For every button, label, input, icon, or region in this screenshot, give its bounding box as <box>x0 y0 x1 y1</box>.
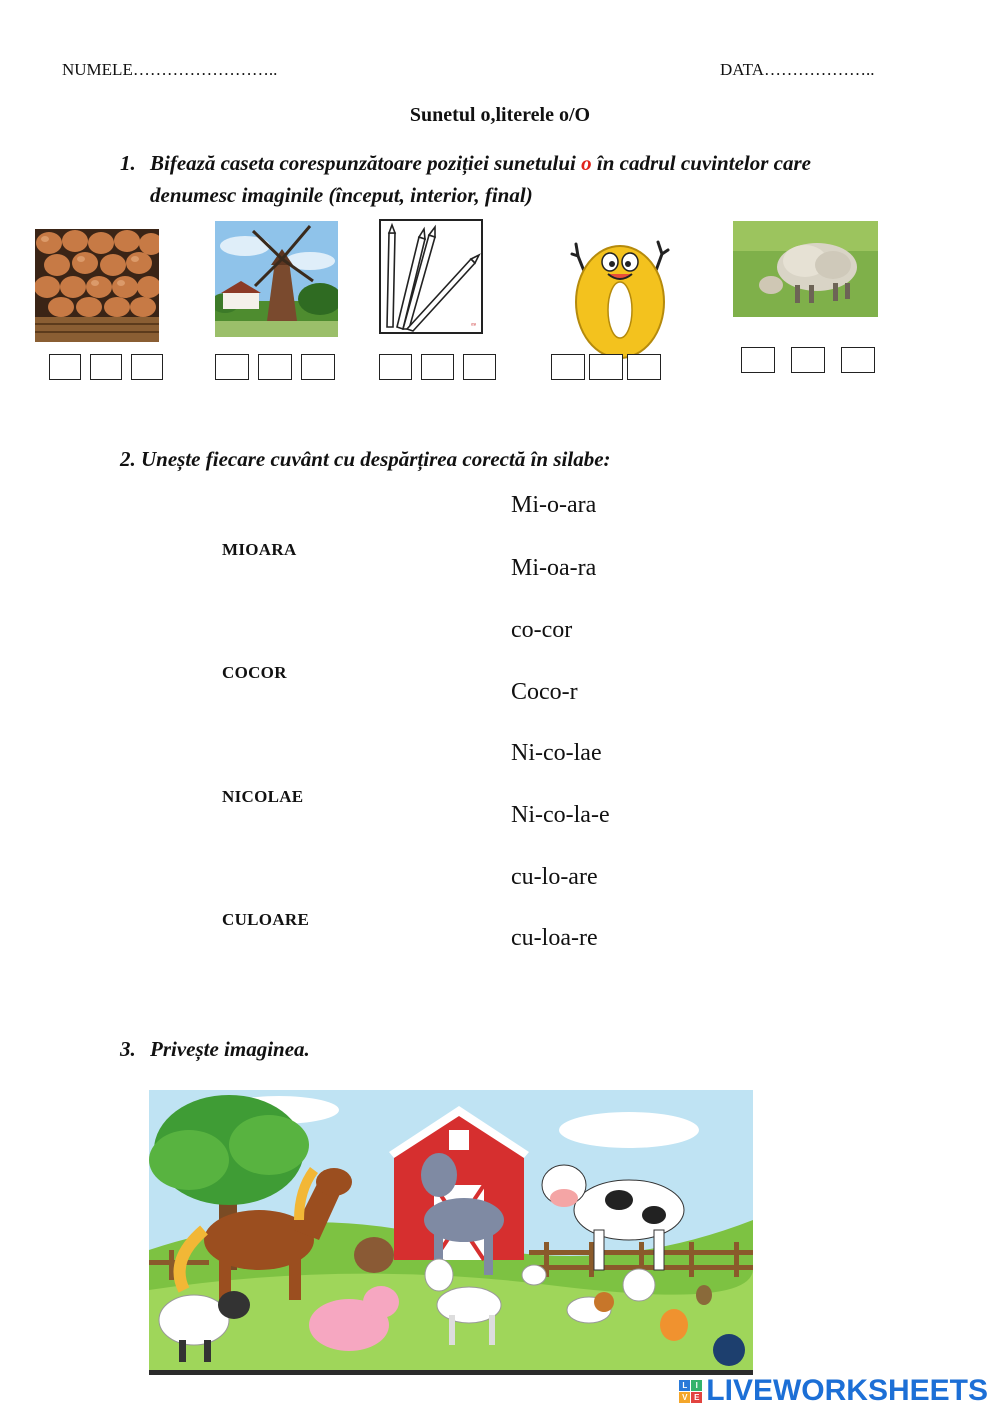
q2-instruction: 2. Unește fiecare cuvânt cu despărțirea corectă în silabe: <box>120 447 611 471</box>
checkbox-beginning[interactable] <box>551 354 585 380</box>
syllable-option[interactable]: co-cor <box>511 617 573 643</box>
eggs-basket-photo <box>35 229 159 342</box>
checkbox-group-sheep <box>741 347 875 373</box>
syllable-option[interactable]: cu-loa-re <box>511 925 598 951</box>
syllable-option[interactable]: Mi-oa-ra <box>511 555 597 581</box>
word-nicolae[interactable]: NICOLAE <box>222 787 304 806</box>
q1-text-before: Bifează caseta corespunzătoare poziției sunetului <box>150 151 582 175</box>
checkbox-group-pencils <box>379 354 496 380</box>
checkbox-group-letter-o <box>551 354 661 380</box>
page-title: Sunetul o,literele o/O <box>409 104 591 126</box>
q1-instruction-line2: denumesc imaginile (început, interior, final) <box>150 183 533 207</box>
q1-highlight-letter: o <box>581 151 592 175</box>
checkbox-beginning[interactable] <box>741 347 775 373</box>
word-mioara[interactable]: MIOARA <box>222 540 297 559</box>
q1-number: 1. <box>120 151 136 175</box>
checkbox-interior[interactable] <box>589 354 623 380</box>
checkbox-final[interactable] <box>131 354 163 380</box>
checkbox-final[interactable] <box>627 354 661 380</box>
syllable-option[interactable]: Mi-o-ara <box>511 492 597 518</box>
logo-grid-icon: L I V E <box>679 1380 702 1403</box>
liveworksheets-logo <box>679 1374 988 1408</box>
checkbox-interior[interactable] <box>90 354 122 380</box>
checkbox-interior[interactable] <box>258 354 292 380</box>
q3-instruction <box>120 1037 310 1062</box>
farm-animals-illustration <box>149 1090 753 1375</box>
brand-name: LIVEWORKSHEETS <box>706 1374 988 1407</box>
word-culoare[interactable]: CULOARE <box>222 910 310 929</box>
checkbox-final[interactable] <box>463 354 496 380</box>
date-field-label: DATA……………….. <box>720 60 875 79</box>
name-field-label: NUMELE…………………….. <box>62 60 278 79</box>
word-cocor[interactable]: COCOR <box>222 663 287 682</box>
sheep-photo <box>733 221 878 317</box>
checkbox-beginning[interactable] <box>379 354 412 380</box>
checkbox-group-eggs <box>49 354 163 380</box>
q1-instruction <box>120 151 811 176</box>
checkbox-final[interactable] <box>301 354 335 380</box>
letter-o-character <box>566 236 674 370</box>
syllable-option[interactable]: Coco-r <box>511 679 578 705</box>
q1-text-after: în cadrul cuvintelor care <box>591 151 811 175</box>
windmill-photo <box>215 221 338 337</box>
checkbox-beginning[interactable] <box>215 354 249 380</box>
syllable-option[interactable]: cu-lo-are <box>511 864 598 890</box>
syllable-option[interactable]: Ni-co-lae <box>511 740 602 766</box>
pencils-drawing <box>379 219 483 334</box>
svg-text:ᵒˢᶦ: ᵒˢᶦ <box>471 323 477 329</box>
q3-title: Privește imaginea. <box>150 1037 310 1061</box>
q3-number: 3. <box>120 1037 136 1061</box>
checkbox-group-windmill <box>215 354 335 380</box>
checkbox-interior[interactable] <box>421 354 454 380</box>
syllable-option[interactable]: Ni-co-la-e <box>511 802 610 828</box>
checkbox-beginning[interactable] <box>49 354 81 380</box>
checkbox-final[interactable] <box>841 347 875 373</box>
checkbox-interior[interactable] <box>791 347 825 373</box>
